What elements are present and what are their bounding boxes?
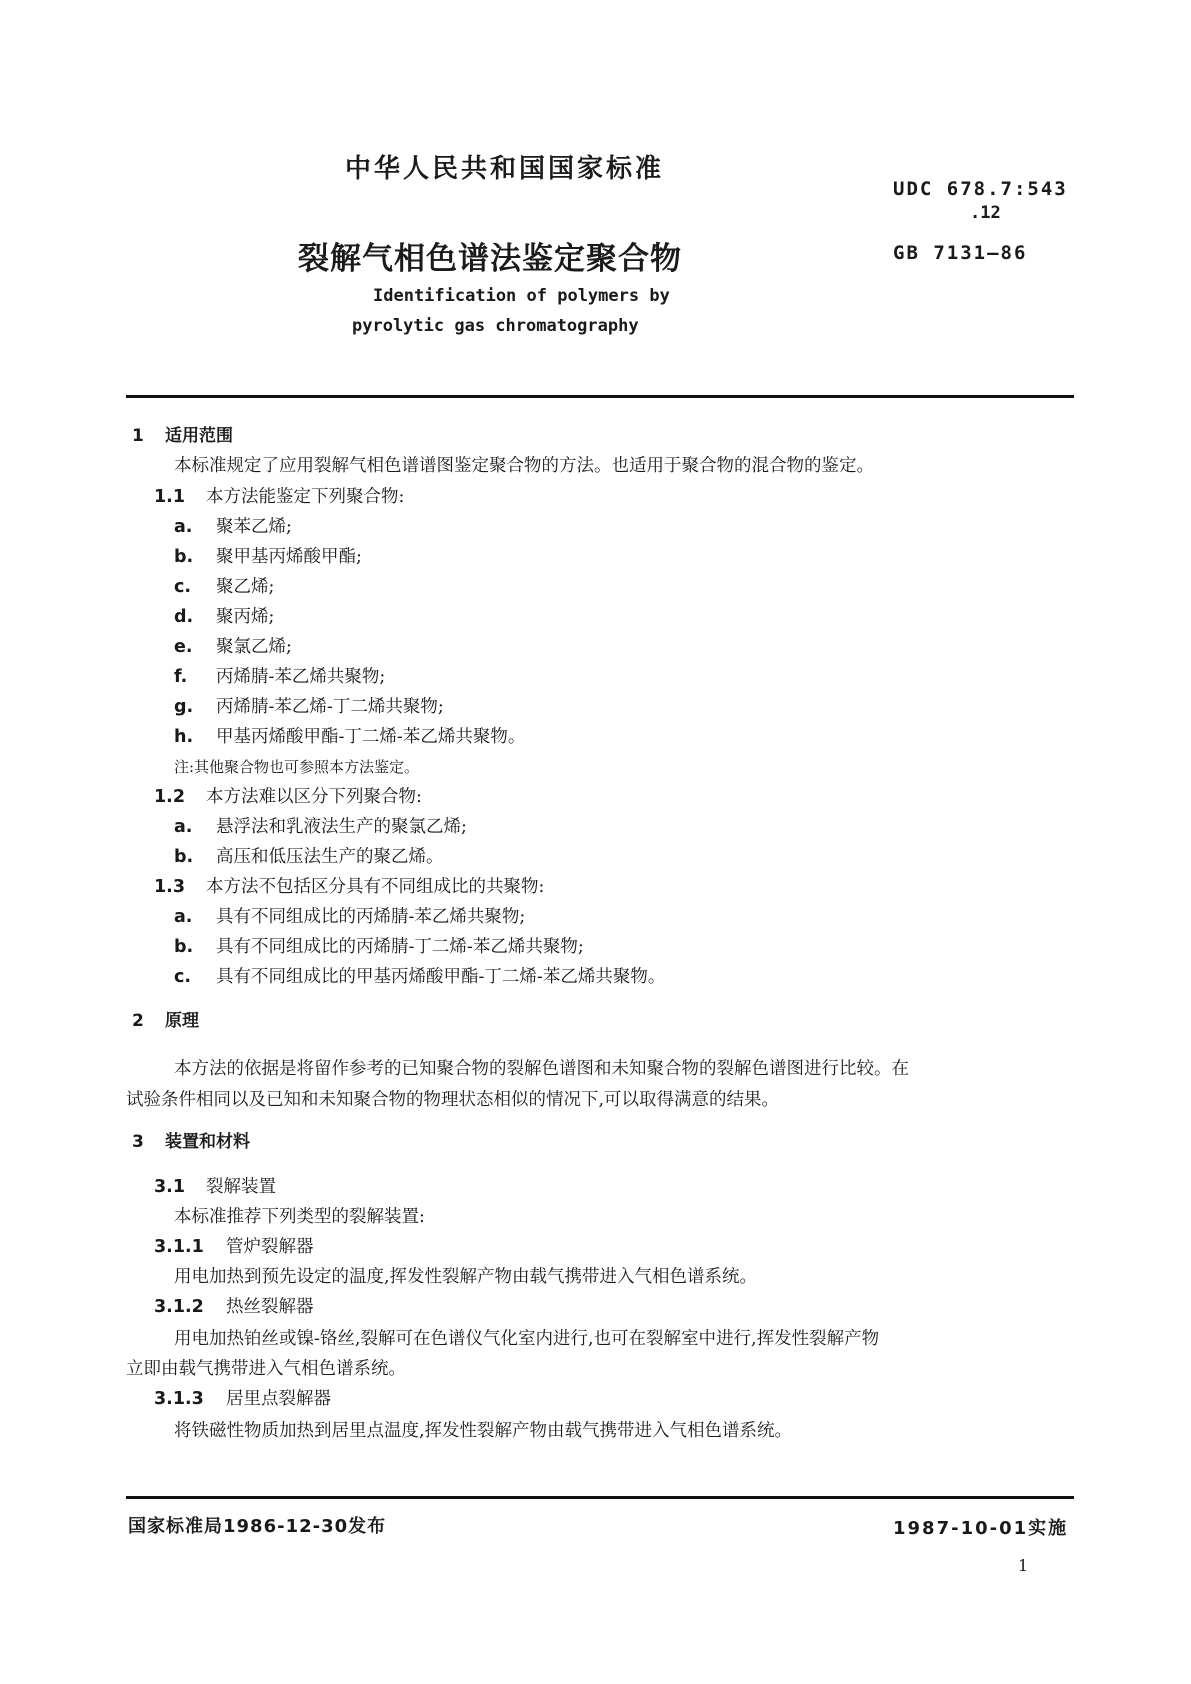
list-item-text: 聚丙烯;: [216, 607, 275, 627]
clause-3-1-3-text: 将铁磁性物质加热到居里点温度,挥发性裂解产物由载气携带进入气相色谱系统。: [174, 1421, 793, 1441]
list-item-label: a.: [174, 817, 193, 837]
list-item-label: g.: [174, 697, 194, 717]
list-item-text: 具有不同组成比的丙烯腈-苯乙烯共聚物;: [216, 907, 526, 927]
list-item-text: 甲基丙烯酸甲酯-丁二烯-苯乙烯共聚物。: [216, 727, 526, 747]
page-number: 1: [1018, 1556, 1029, 1575]
list-item-label: c.: [174, 967, 192, 987]
clause-3-1-1-text: 用电加热到预先设定的温度,挥发性裂解产物由载气携带进入气相色谱系统。: [174, 1267, 758, 1287]
document-title-english-line1: Identification of polymers by: [373, 286, 670, 306]
section-3-heading: [132, 1131, 250, 1153]
section-2-paragraph-line1: 本方法的依据是将留作参考的已知聚合物的裂解色谱图和未知聚合物的裂解色谱图进行比较。在: [174, 1059, 909, 1079]
clause-1-1-note: 注:其他聚合物也可参照本方法鉴定。: [174, 758, 420, 776]
list-item: [174, 606, 274, 628]
clause-3-1-3-number: 3.1.3: [154, 1389, 204, 1409]
gb-standard-number: GB 7131—86: [893, 242, 1028, 264]
list-item-label: b.: [174, 547, 194, 567]
section-3-number: 3: [132, 1132, 144, 1152]
clause-3-1-2-title: 热丝裂解器: [226, 1297, 314, 1317]
list-item-label: b.: [174, 937, 194, 957]
list-item-label: b.: [174, 847, 194, 867]
list-item-label: h.: [174, 727, 194, 747]
list-item-text: 高压和低压法生产的聚乙烯。: [216, 847, 444, 867]
list-item-label: f.: [174, 667, 188, 687]
clause-1-1-text: 本方法能鉴定下列聚合物:: [206, 487, 405, 507]
list-item-text: 具有不同组成比的甲基丙烯酸甲酯-丁二烯-苯乙烯共聚物。: [216, 967, 666, 987]
list-item: [174, 936, 584, 958]
list-item-text: 聚乙烯;: [216, 577, 275, 597]
list-item-text: 具有不同组成比的丙烯腈-丁二烯-苯乙烯共聚物;: [216, 937, 584, 957]
section-2-title: 原理: [165, 1011, 199, 1031]
clause-3-1-1-title: 管炉裂解器: [226, 1237, 314, 1257]
list-item-label: a.: [174, 517, 193, 537]
list-item-text: 丙烯腈-苯乙烯-丁二烯共聚物;: [216, 697, 444, 717]
section-2-heading: [132, 1010, 199, 1032]
clause-3-1-1-number: 3.1.1: [154, 1237, 204, 1257]
clause-3-1-3: [154, 1388, 331, 1410]
list-item: [174, 846, 444, 868]
list-item-text: 聚氯乙烯;: [216, 637, 292, 657]
clause-1-3: [154, 876, 544, 898]
section-1-heading: [132, 425, 233, 447]
clause-3-1-title: 裂解装置: [206, 1177, 276, 1197]
section-2-number: 2: [132, 1011, 144, 1031]
list-item-label: d.: [174, 607, 194, 627]
list-item: [174, 636, 292, 658]
clause-3-1-2-text-line1: 用电加热铂丝或镍-铬丝,裂解可在色谱仪气化室内进行,也可在裂解室中进行,挥发性裂解产物: [174, 1329, 880, 1349]
udc-code: UDC 678.7:543: [893, 178, 1068, 200]
clause-1-2-number: 1.2: [154, 787, 186, 807]
header-divider: [126, 395, 1074, 398]
clause-1-1-number: 1.1: [154, 487, 186, 507]
section-1-intro: 本标准规定了应用裂解气相色谱谱图鉴定聚合物的方法。也适用于聚合物的混合物的鉴定。: [174, 456, 874, 476]
clause-3-1-2-number: 3.1.2: [154, 1297, 204, 1317]
clause-3-1: [154, 1176, 276, 1198]
clause-3-1-1: [154, 1236, 314, 1258]
list-item-text: 悬浮法和乳液法生产的聚氯乙烯;: [216, 817, 467, 837]
list-item: [174, 546, 362, 568]
list-item: [174, 906, 525, 928]
list-item-text: 聚甲基丙烯酸甲酯;: [216, 547, 362, 567]
clause-3-1-3-title: 居里点裂解器: [226, 1389, 331, 1409]
clause-3-1-2-text-line2: 立即由载气携带进入气相色谱系统。: [126, 1359, 406, 1379]
list-item-text: 聚苯乙烯;: [216, 517, 292, 537]
list-item: [174, 576, 274, 598]
list-item: [174, 816, 467, 838]
clause-1-2-text: 本方法难以区分下列聚合物:: [206, 787, 422, 807]
clause-3-1-2: [154, 1296, 314, 1318]
document-title-chinese: 裂解气相色谱法鉴定聚合物: [298, 241, 682, 277]
clause-1-3-number: 1.3: [154, 877, 186, 897]
list-item-label: c.: [174, 577, 192, 597]
list-item: [174, 726, 525, 748]
list-item: [174, 696, 444, 718]
list-item-label: e.: [174, 637, 193, 657]
clause-1-1: [154, 486, 404, 508]
list-item-label: a.: [174, 907, 193, 927]
clause-1-2: [154, 786, 422, 808]
section-1-number: 1: [132, 426, 144, 446]
issue-date: 国家标准局1986-12-30发布: [128, 1516, 387, 1537]
national-standard-heading: 中华人民共和国国家标准: [345, 154, 665, 184]
list-item: [174, 966, 665, 988]
section-2-paragraph-line2: 试验条件相同以及已知和未知聚合物的物理状态相似的情况下,可以取得满意的结果。: [126, 1090, 780, 1110]
clause-1-3-text: 本方法不包括区分具有不同组成比的共聚物:: [206, 877, 545, 897]
udc-code-continued: .12: [970, 203, 1001, 223]
list-item-text: 丙烯腈-苯乙烯共聚物;: [216, 667, 386, 687]
footer-divider: [126, 1496, 1074, 1499]
clause-3-1-text: 本标准推荐下列类型的裂解装置:: [174, 1207, 425, 1227]
clause-3-1-number: 3.1: [154, 1177, 186, 1197]
list-item: [174, 666, 385, 688]
list-item: [174, 516, 292, 538]
section-3-title: 装置和材料: [165, 1132, 250, 1152]
effective-date: 1987-10-01实施: [893, 1518, 1069, 1539]
document-title-english-line2: pyrolytic gas chromatography: [352, 316, 639, 336]
section-1-title: 适用范围: [165, 426, 233, 446]
